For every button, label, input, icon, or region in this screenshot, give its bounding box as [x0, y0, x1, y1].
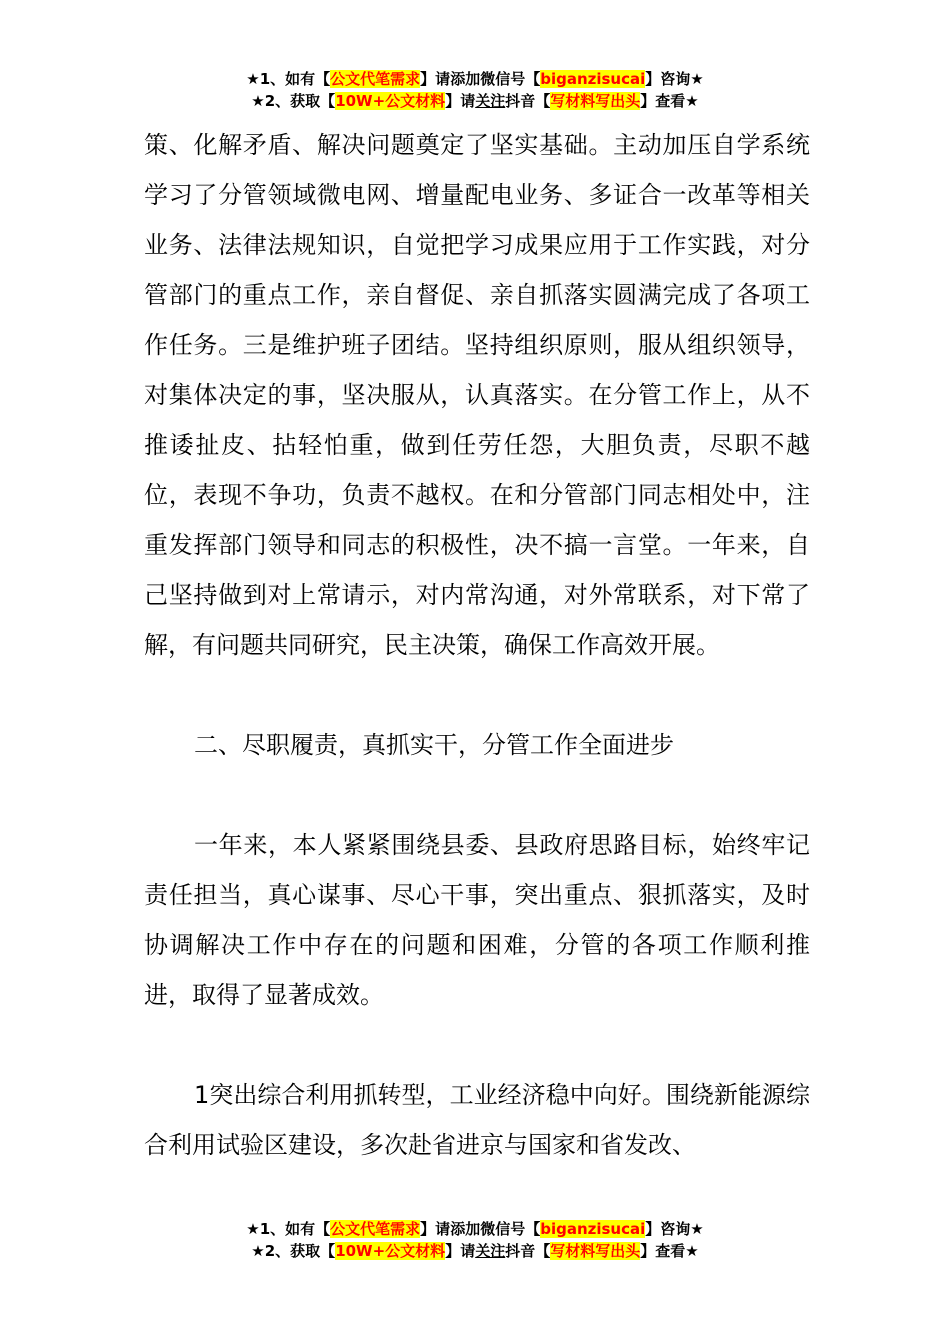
banner-text: 】查看★	[640, 1242, 699, 1260]
wechat-id: biganzisucai	[540, 70, 646, 88]
banner-text: 】咨询★	[645, 1220, 704, 1238]
banner-text: ★1、如有【	[246, 70, 331, 88]
document-body	[144, 120, 810, 1170]
paragraph-1: 策、化解矛盾、解决问题奠定了坚实基础。主动加压自学系统学习了分管领域微电网、增量配电业务、多证合一改革等相关业务、法律法规知识，自觉把学习成果应用于工作实践，对分管部门的重点工作，亲自督促、亲自抓落实圆满完成了各项工作任务。三是维护班子团结。坚持组织原则，服从组织领导，对集体决定的事，坚决服从，认真落实。在分管工作上，从不推诿扯皮、拈轻怕重，做到任劳任怨，大胆负责，尽职不越位，表现不争功，负责不越权。在和分管部门同志相处中，注重发挥部门领导和同志的积极性，决不搞一言堂。一年来，自己坚持做到对上常请示，对内常沟通，对外常联系，对下常了解，有问题共同研究，民主决策，确保工作高效开展。	[144, 131, 810, 659]
banner-text: 】请	[420, 1220, 451, 1238]
banner-text: 】咨询★	[645, 70, 704, 88]
banner-text: 抖音【	[505, 92, 551, 110]
section-heading-2: 二、尽职履责，真抓实干，分管工作全面进步	[194, 731, 674, 759]
paragraph-gap	[144, 1020, 810, 1070]
header-banner	[0, 68, 950, 112]
douyin-account: 写材料写出头	[550, 92, 641, 110]
banner-emphasis: 添加	[450, 70, 481, 88]
banner-text: 】请	[420, 70, 451, 88]
banner-text: 】请	[445, 92, 476, 110]
banner-text: 微信号【	[480, 1220, 541, 1238]
banner-line-1	[0, 1218, 950, 1240]
banner-text: ★1、如有【	[246, 1220, 331, 1238]
paragraph-3: 1突出综合利用抓转型，工业经济稳中向好。围绕新能源综合利用试验区建设，多次赴省进京与国家和省发改、	[144, 1081, 810, 1159]
banner-emphasis: 关注	[475, 92, 506, 110]
highlight-label: 10W+公文材料	[335, 1242, 446, 1260]
banner-line-2	[0, 1240, 950, 1262]
paragraph-2: 一年来，本人紧紧围绕县委、县政府思路目标，始终牢记责任担当，真心谋事、尽心干事，突出重点、狠抓落实，及时协调解决工作中存在的问题和困难，分管的各项工作顺利推进，取得了显著成效。	[144, 831, 810, 1009]
banner-text: 】查看★	[640, 92, 699, 110]
banner-text: 微信号【	[480, 70, 541, 88]
highlight-label: 公文代笔需求	[330, 70, 421, 88]
banner-text: ★2、获取【	[251, 1242, 336, 1260]
paragraph-gap	[144, 770, 810, 820]
douyin-account: 写材料写出头	[550, 1242, 641, 1260]
banner-line-2	[0, 90, 950, 112]
footer-banner	[0, 1218, 950, 1262]
banner-text: ★2、获取【	[251, 92, 336, 110]
highlight-label: 公文代笔需求	[330, 1220, 421, 1238]
highlight-label: 10W+公文材料	[335, 92, 446, 110]
banner-emphasis: 关注	[475, 1242, 506, 1260]
banner-emphasis: 添加	[450, 1220, 481, 1238]
wechat-id: biganzisucai	[540, 1220, 646, 1238]
banner-text: 抖音【	[505, 1242, 551, 1260]
banner-text: 】请	[445, 1242, 476, 1260]
banner-line-1	[0, 68, 950, 90]
paragraph-gap	[144, 670, 810, 720]
